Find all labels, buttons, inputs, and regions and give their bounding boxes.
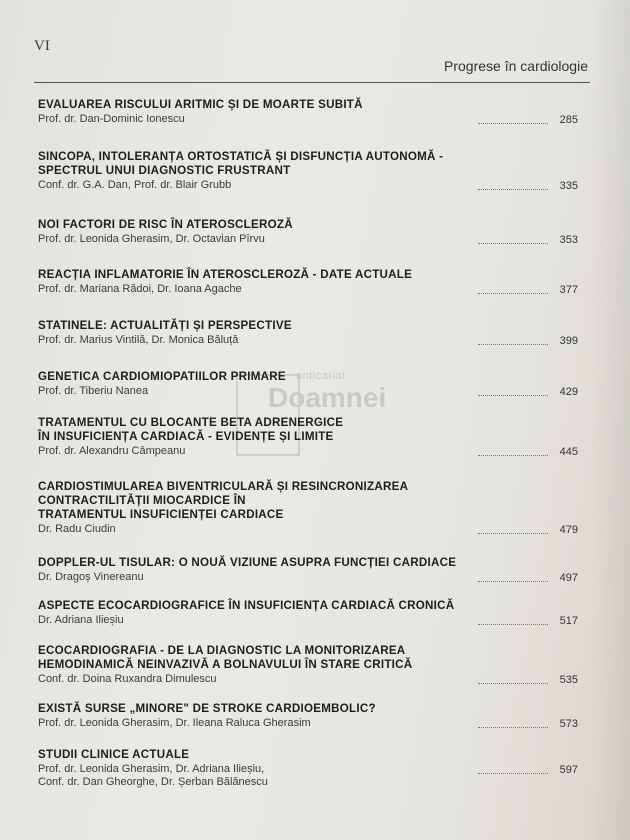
toc-entry-authors: Prof. dr. Leonida Gherasim, Dr. Adriana Ilieșiu, Conf. dr. Dan Gheorghe, Dr. Șerban Bălănescu xyxy=(38,763,268,788)
toc-dot-leader xyxy=(478,344,548,345)
toc-dot-leader xyxy=(478,293,548,294)
running-title: Progrese în cardiologie xyxy=(444,58,588,74)
toc-entry-authors: Prof. dr. Leonida Gherasim, Dr. Ileana Raluca Gherasim xyxy=(38,717,311,729)
toc-entry xyxy=(38,480,578,536)
toc-entry xyxy=(38,150,578,192)
toc-entry-page-number: 597 xyxy=(559,764,578,776)
toc-entry-title: STATINELE: ACTUALITĂȚI ȘI PERSPECTIVE xyxy=(38,319,292,332)
toc-entry-authors: Dr. Dragoș Vinereanu xyxy=(38,571,144,583)
toc-entry-authors: Prof. dr. Dan-Dominic Ionescu xyxy=(38,113,185,125)
toc-entry-title: DOPPLER-UL TISULAR: O NOUĂ VIZIUNE ASUPRA FUNCȚIEI CARDIACE xyxy=(38,556,457,569)
toc-entry-page-number: 377 xyxy=(559,284,578,296)
toc-entry-title: CARDIOSTIMULAREA BIVENTRICULARĂ ȘI RESINCRONIZAREA CONTRACTILITĂȚII MIOCARDICE ÎN TRATAMENTUL INSUFICIENȚEI CARDIACE xyxy=(38,480,409,521)
toc-dot-leader xyxy=(478,243,548,244)
toc-entry-authors: Dr. Adriana Ilieșiu xyxy=(38,614,124,626)
toc-entry xyxy=(38,416,578,458)
toc-entry-page-number: 535 xyxy=(559,674,578,686)
toc-entry xyxy=(38,370,578,398)
toc-entry-authors: Prof. dr. Tiberiu Nanea xyxy=(38,385,149,397)
toc-dot-leader xyxy=(478,455,548,456)
page-header xyxy=(34,38,588,78)
toc-entry-page-number: 479 xyxy=(559,524,578,536)
toc-dot-leader xyxy=(478,727,548,728)
toc-entry-title: EVALUAREA RISCULUI ARITMIC ȘI DE MOARTE SUBITĂ xyxy=(38,98,363,111)
toc-entry-authors: Conf. dr. Doina Ruxandra Dimulescu xyxy=(38,673,217,685)
toc-entry-authors: Dr. Radu Ciudin xyxy=(38,523,116,535)
toc-dot-leader xyxy=(478,624,548,625)
toc-entry xyxy=(38,268,578,296)
toc-entry-page-number: 335 xyxy=(559,180,578,192)
toc-entry-authors: Conf. dr. G.A. Dan, Prof. dr. Blair Grubb xyxy=(38,179,232,191)
watermark-logo: anticariat Doamnei xyxy=(232,362,412,462)
toc-entry-page-number: 573 xyxy=(559,718,578,730)
header-divider xyxy=(34,82,590,83)
toc-entry xyxy=(38,98,578,126)
toc-entry-title: NOI FACTORI DE RISC ÎN ATEROSCLEROZĂ xyxy=(38,218,293,231)
page-number: VI xyxy=(34,38,50,54)
toc-entry-authors: Prof. dr. Leonida Gherasim, Dr. Octavian Pîrvu xyxy=(38,233,265,245)
toc-entry-title: ECOCARDIOGRAFIA - DE LA DIAGNOSTIC LA MONITORIZAREA HEMODINAMICĂ NEINVAZIVĂ A BOLNAVULUI ÎN STARE CRITICĂ xyxy=(38,644,413,671)
toc-entry-authors: Prof. dr. Mariana Rădoi, Dr. Ioana Agache xyxy=(38,283,242,295)
toc-entry-page-number: 497 xyxy=(559,572,578,584)
toc-dot-leader xyxy=(478,683,548,684)
toc-entry xyxy=(38,702,578,730)
toc-dot-leader xyxy=(478,773,548,774)
toc-entry-page-number: 285 xyxy=(559,114,578,126)
toc-entry-title: STUDII CLINICE ACTUALE xyxy=(38,748,190,761)
toc-entry xyxy=(38,319,578,347)
toc-entry-page-number: 429 xyxy=(559,386,578,398)
toc-entry xyxy=(38,556,578,584)
toc-entry-page-number: 517 xyxy=(559,615,578,627)
toc-entry-page-number: 445 xyxy=(559,446,578,458)
toc-entry-title: SINCOPA, INTOLERANȚA ORTOSTATICĂ ȘI DISFUNCȚIA AUTONOMĂ - SPECTRUL UNUI DIAGNOSTIC FRUSTRANT xyxy=(38,150,444,177)
toc-entry xyxy=(38,599,578,627)
toc-dot-leader xyxy=(478,533,548,534)
toc-entry-authors: Prof. dr. Marius Vintilă, Dr. Monica Băluță xyxy=(38,334,239,346)
toc-dot-leader xyxy=(478,123,548,124)
toc-entry-title: GENETICA CARDIOMIOPATIILOR PRIMARE xyxy=(38,370,286,383)
toc-entry-title: REACȚIA INFLAMATORIE ÎN ATEROSCLEROZĂ - DATE ACTUALE xyxy=(38,268,413,281)
toc-entry xyxy=(38,748,578,789)
toc-entry-title: TRATAMENTUL CU BLOCANTE BETA ADRENERGICE ÎN INSUFICIENȚA CARDIACĂ - EVIDENȚE ȘI LIMITE xyxy=(38,416,344,443)
toc-dot-leader xyxy=(478,189,548,190)
toc-entry-title: ASPECTE ECOCARDIOGRAFICE ÎN INSUFICIENȚA CARDIACĂ CRONICĂ xyxy=(38,599,455,612)
toc-dot-leader xyxy=(478,581,548,582)
toc-entry xyxy=(38,218,578,246)
toc-entry-page-number: 399 xyxy=(559,335,578,347)
toc-entry-title: EXISTĂ SURSE „MINORE" DE STROKE CARDIOEMBOLIC? xyxy=(38,702,376,715)
toc-dot-leader xyxy=(478,395,548,396)
toc-entry-page-number: 353 xyxy=(559,234,578,246)
toc-entry-authors: Prof. dr. Alexandru Câmpeanu xyxy=(38,445,186,457)
toc-entry xyxy=(38,644,578,686)
